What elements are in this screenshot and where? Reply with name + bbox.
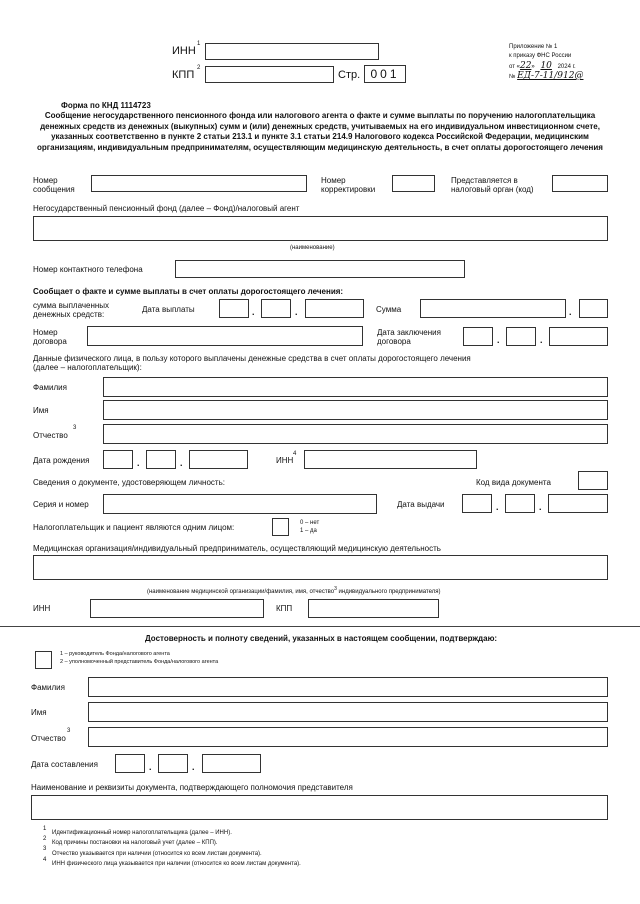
page-label: Стр.	[338, 69, 361, 81]
confirm-heading: Достоверность и полноту сведений, указанных в настоящем сообщении, подтверждаю:	[145, 634, 498, 643]
payment-date-day[interactable]	[219, 299, 249, 318]
compile-date-month[interactable]	[158, 754, 188, 773]
patronymic-footnote-mark: 3	[73, 425, 77, 431]
appendix-line-1: Приложение № 1	[509, 44, 558, 50]
doc-type-code-field[interactable]	[578, 471, 608, 490]
medical-inn-field[interactable]	[90, 599, 264, 618]
medical-kpp-label: КПП	[276, 604, 293, 613]
separator-dot: .	[180, 458, 183, 468]
medical-org-label: Медицинская организация/индивидуальный предприниматель, осуществляющий медицинскую деятельность	[33, 544, 441, 553]
page-number-field[interactable]: 001	[364, 65, 406, 83]
contract-number-label-2: договора	[33, 337, 67, 346]
appendix-date-quote: »	[531, 64, 535, 70]
message-number-label-1: Номер	[33, 176, 58, 185]
person-inn-footnote-mark: 4	[293, 451, 297, 457]
separator-dot: .	[137, 458, 140, 468]
issue-date-day[interactable]	[462, 494, 492, 513]
sum-label: Сумма	[376, 305, 402, 314]
birth-date-month[interactable]	[146, 450, 176, 469]
message-number-field[interactable]	[91, 175, 307, 192]
name-field[interactable]	[103, 400, 608, 420]
appendix-number	[509, 72, 583, 82]
footnote-1-number: 1	[43, 826, 47, 832]
person-heading-1: Данные физического лица, в пользу которого выплачены денежные средства в счет оплаты дорогостоящего лечения	[33, 354, 471, 363]
contract-date-label-2: договора	[377, 337, 411, 346]
authority-doc-label: Наименование и реквизиты документа, подтверждающего полномочия представителя	[31, 783, 353, 792]
separator-dot: .	[539, 502, 542, 512]
contract-number-field[interactable]	[87, 326, 363, 346]
signer-option-head: 1 – руководитель Фонда/налогового агента	[60, 651, 170, 657]
contract-date-label-1: Дата заключения	[377, 328, 441, 337]
payment-date-label: Дата выплаты	[142, 305, 195, 314]
medical-org-caption	[147, 586, 441, 596]
phone-field[interactable]	[175, 260, 465, 278]
separator-dot: .	[569, 307, 572, 317]
payment-date-year[interactable]	[305, 299, 364, 318]
medical-org-field[interactable]	[33, 555, 608, 580]
person-inn-field[interactable]	[304, 450, 477, 469]
separator-dot: .	[192, 762, 195, 772]
separator-dot: .	[540, 335, 543, 345]
inn-field[interactable]	[205, 43, 379, 60]
compile-date-year[interactable]	[202, 754, 261, 773]
appendix-date-month: 10	[540, 61, 552, 71]
form-title: Сообщение негосударственного пенсионного фонда или налогового агента о факте и сумме выплаты по поручению налогоплательщика денежных средств из денежных (выкупных) сумм и (или) денежных средств, учитываемых на его индивидуальном инвестиционном счете, указанных соответственно в пункте 2 статьи 213.1 и пункте 3.1 статьи 214.9 Налогового кодекса Российской Федерации, медицинским организациям, индивидуальным предпринимателям, осуществляющим медицинскую деятельность, в счет оплаты дорогостоящего лечения	[37, 111, 603, 152]
birth-date-day[interactable]	[103, 450, 133, 469]
footnote-3-number: 3	[43, 846, 47, 852]
signer-surname-field[interactable]	[88, 677, 608, 697]
correction-number-field[interactable]	[392, 175, 435, 192]
tax-authority-label-2: налоговый орган (код)	[451, 185, 534, 194]
medical-org-caption-1: (наименование медицинской организации/фамилия, имя, отчество	[147, 589, 335, 595]
doc-type-code-label: Код вида документа	[476, 478, 551, 487]
form-code: Форма по КНД 1114723	[61, 101, 151, 110]
medical-org-caption-2: индивидуального предпринимателя)	[338, 589, 441, 595]
separator-dot: .	[149, 762, 152, 772]
appendix-line-2: к приказу ФНС России	[509, 53, 572, 59]
doc-info-label: Сведения о документе, удостоверяющем личность:	[33, 478, 225, 487]
medical-kpp-field[interactable]	[308, 599, 439, 618]
authority-doc-field[interactable]	[31, 795, 608, 820]
kpp-field[interactable]	[205, 66, 334, 83]
footnote-1-text: Идентификационный номер налогоплательщика (далее – ИНН).	[52, 830, 232, 836]
person-heading-2: (далее – налогоплательщик):	[33, 363, 142, 372]
issue-date-year[interactable]	[548, 494, 608, 513]
compile-date-label: Дата составления	[31, 760, 98, 769]
issue-date-label: Дата выдачи	[397, 500, 445, 509]
contract-date-year[interactable]	[549, 327, 608, 346]
same-person-option-yes: 1 – да	[300, 528, 317, 534]
patronymic-field[interactable]	[103, 424, 608, 444]
amount-label-1: сумма выплаченных	[33, 301, 110, 310]
message-number-label-2: сообщения	[33, 185, 75, 194]
separator-dot: .	[497, 335, 500, 345]
appendix-no-prefix: №	[509, 74, 516, 80]
fund-name-field[interactable]	[33, 216, 608, 241]
surname-field[interactable]	[103, 377, 608, 397]
separator-dot: .	[295, 307, 298, 317]
appendix-date-year: 2024 г.	[557, 64, 576, 70]
sum-rubles-field[interactable]	[420, 299, 566, 318]
appendix-date-day: 22	[519, 61, 532, 71]
footnote-4-text: ИНН физического лица указывается при наличии (относится ко всем листам документа).	[52, 861, 301, 867]
fund-caption: (наименование)	[290, 245, 335, 251]
appendix-date-prefix: от «	[509, 64, 520, 70]
inn-footnote-mark: 1	[197, 41, 201, 47]
surname-label: Фамилия	[33, 383, 67, 392]
signer-patronymic-footnote-mark: 3	[67, 728, 71, 734]
signer-patronymic-field[interactable]	[88, 727, 608, 747]
same-person-option-no: 0 – нет	[300, 520, 320, 526]
patronymic-label: Отчество	[33, 431, 68, 440]
signer-patronymic-label: Отчество	[31, 734, 66, 743]
tax-authority-label-1: Представляется в	[451, 176, 518, 185]
tax-authority-code-field[interactable]	[552, 175, 608, 192]
signer-name-field[interactable]	[88, 702, 608, 722]
footnote-2-text: Код причины постановки на налоговый учет (далее – КПП).	[52, 840, 218, 846]
section-divider	[0, 626, 640, 627]
amount-label-2: денежных средств:	[33, 310, 105, 319]
appendix-no-value: ЕД-7-11/912@	[517, 71, 584, 81]
footnote-2-number: 2	[43, 836, 47, 842]
contract-date-day[interactable]	[463, 327, 493, 346]
person-inn-label: ИНН	[276, 456, 294, 465]
series-number-label: Серия и номер	[33, 500, 89, 509]
issue-date-month[interactable]	[505, 494, 535, 513]
same-person-checkbox[interactable]	[272, 518, 289, 536]
signer-surname-label: Фамилия	[31, 683, 65, 692]
birth-date-label: Дата рождения	[33, 456, 90, 465]
medical-org-caption-mark: 3	[334, 586, 337, 592]
signer-name-label: Имя	[31, 708, 47, 717]
separator-dot: .	[252, 307, 255, 317]
fund-label: Негосударственный пенсионный фонд (далее – Фонд)/налоговый агент	[33, 204, 300, 213]
kpp-label: КПП	[172, 69, 195, 81]
footnote-4-number: 4	[43, 857, 47, 863]
same-person-label: Налогоплательщик и пациент являются одним лицом:	[33, 523, 235, 532]
sum-kopecks-field[interactable]	[579, 299, 608, 318]
correction-number-label-1: Номер	[321, 176, 346, 185]
payment-date-month[interactable]	[261, 299, 291, 318]
contract-number-label-1: Номер	[33, 328, 58, 337]
phone-label: Номер контактного телефона	[33, 265, 143, 274]
correction-number-label-2: корректировки	[321, 185, 376, 194]
kpp-footnote-mark: 2	[197, 65, 201, 71]
separator-dot: .	[496, 502, 499, 512]
compile-date-day[interactable]	[115, 754, 145, 773]
birth-date-year[interactable]	[189, 450, 248, 469]
name-label: Имя	[33, 406, 49, 415]
signer-option-representative: 2 – уполномоченный представитель Фонда/налогового агента	[60, 659, 219, 665]
series-number-field[interactable]	[103, 494, 377, 514]
inn-label: ИНН	[172, 45, 196, 57]
footnote-3-text: Отчество указывается при наличии (относится ко всем листам документа).	[52, 851, 262, 857]
contract-date-month[interactable]	[506, 327, 536, 346]
payment-heading: Сообщает о факте и сумме выплаты в счет оплаты дорогостоящего лечения:	[33, 287, 344, 296]
signer-type-checkbox[interactable]	[35, 651, 52, 669]
medical-inn-label: ИНН	[33, 604, 51, 613]
